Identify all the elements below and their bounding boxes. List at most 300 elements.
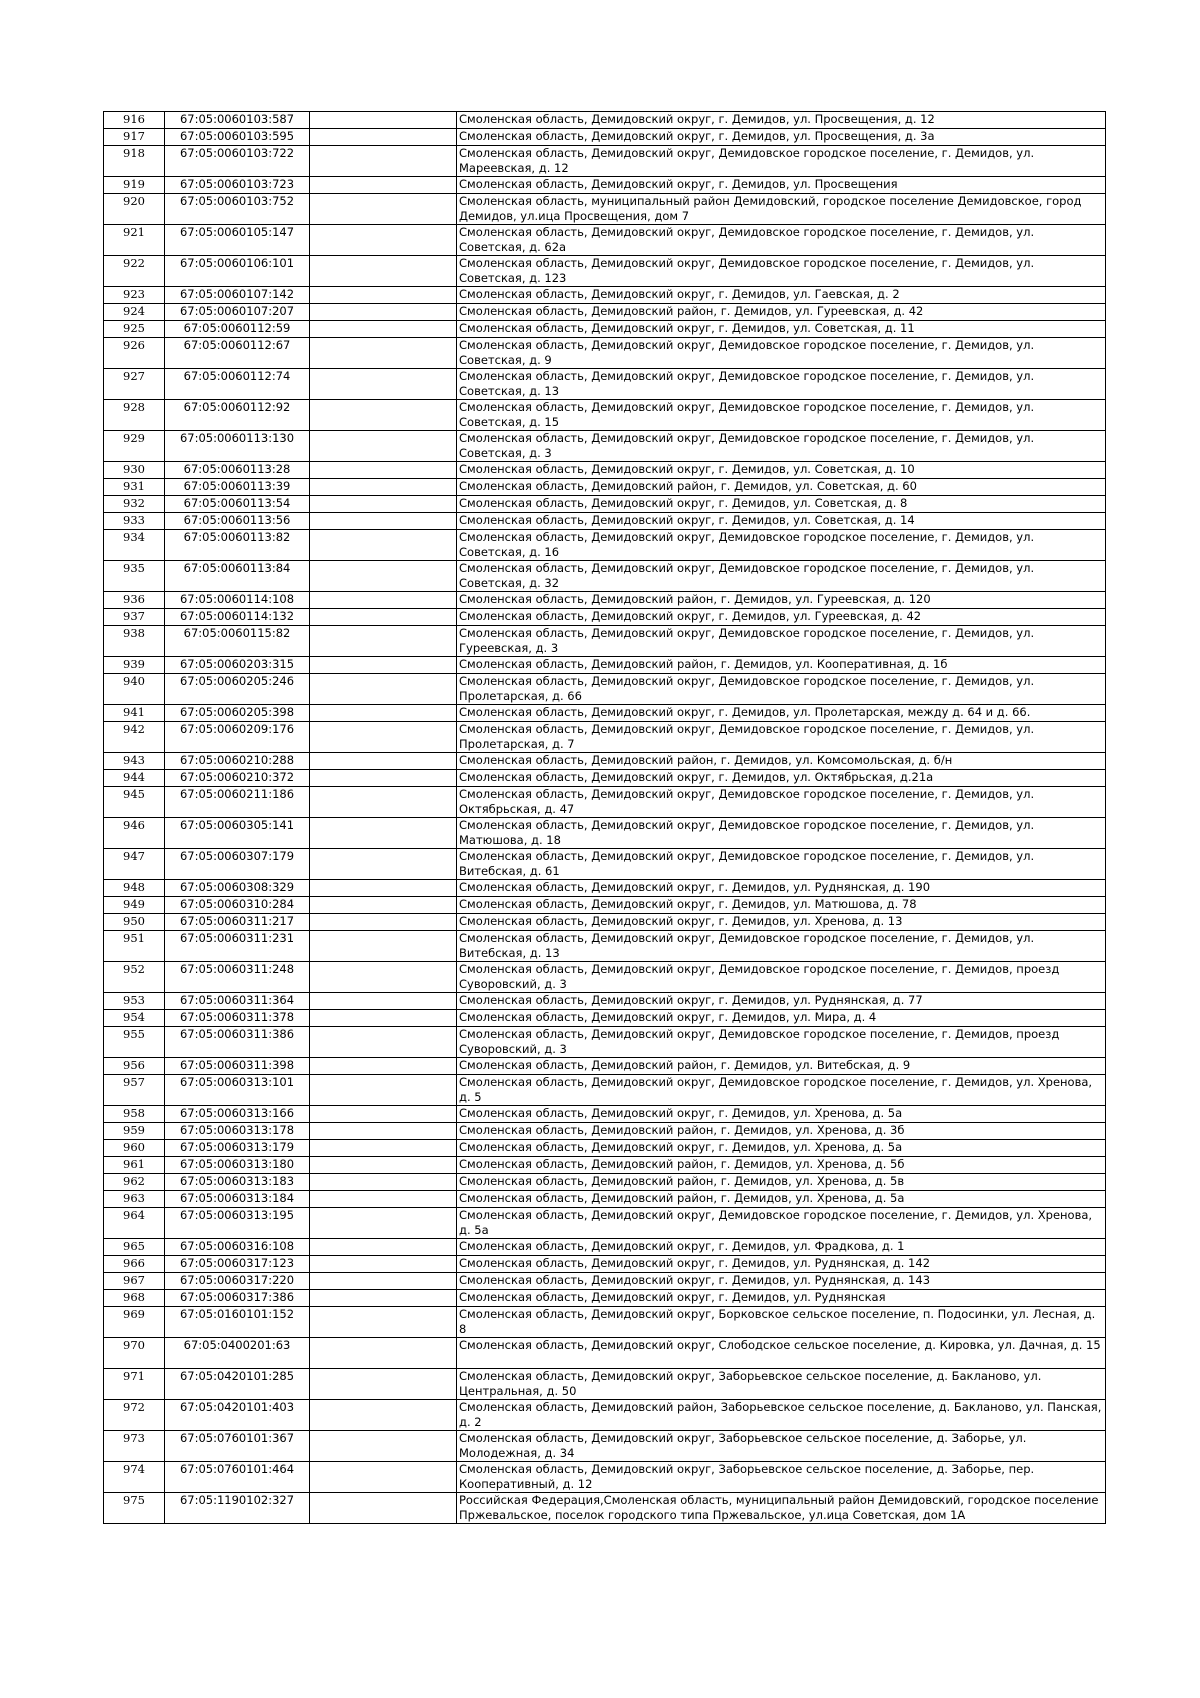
address: Смоленская область, Демидовский округ, Демидовское городское поселение, г. Демидов, ул. Мареевская, д. 12 bbox=[457, 146, 1106, 177]
address: Смоленская область, Демидовский округ, Заборьевское сельское поселение, д. Заборье, ул. Молодежная, д. 34 bbox=[457, 1431, 1106, 1462]
address: Смоленская область, Демидовский округ, г. Демидов, ул. Пролетарская, между д. 64 и д. 66. bbox=[457, 705, 1106, 722]
address: Российская Федерация,Смоленская область, муниципальный район Демидовский, городское поселение Пржевальское, поселок городского типа Пржевальское, ул.ица Советская, дом 1А bbox=[457, 1493, 1106, 1524]
row-number: 967 bbox=[104, 1273, 165, 1290]
address: Смоленская область, Демидовский округ, г. Демидов, ул. Хренова, д. 5а bbox=[457, 1140, 1106, 1157]
empty-cell bbox=[310, 129, 457, 146]
address: Смоленская область, Демидовский округ, Демидовское городское поселение, г. Демидов, проезд Суворовский, д. 3 bbox=[457, 962, 1106, 993]
cadastral-number: 67:05:0060308:329 bbox=[165, 880, 310, 897]
cadastral-number: 67:05:0060310:284 bbox=[165, 897, 310, 914]
address: Смоленская область, Демидовский округ, Демидовское городское поселение, г. Демидов, ул. Советская, д. 3 bbox=[457, 431, 1106, 462]
cadastral-number: 67:05:0060112:67 bbox=[165, 338, 310, 369]
empty-cell bbox=[310, 1058, 457, 1075]
cadastral-number: 67:05:0060316:108 bbox=[165, 1239, 310, 1256]
empty-cell bbox=[310, 993, 457, 1010]
address: Смоленская область, Демидовский округ, г. Демидов, ул. Руднянская bbox=[457, 1290, 1106, 1307]
row-number: 949 bbox=[104, 897, 165, 914]
empty-cell bbox=[310, 705, 457, 722]
cadastral-number: 67:05:0760101:464 bbox=[165, 1462, 310, 1493]
address: Смоленская область, Демидовский округ, г. Демидов, ул. Просвещения, д. 3а bbox=[457, 129, 1106, 146]
row-number: 919 bbox=[104, 177, 165, 194]
cadastral-number: 67:05:0060113:39 bbox=[165, 479, 310, 496]
row-number: 943 bbox=[104, 753, 165, 770]
table-row bbox=[104, 880, 1106, 897]
address: Смоленская область, Демидовский округ, Слободское сельское поселение, д. Кировка, ул. Дачная, д. 15 bbox=[457, 1338, 1106, 1369]
row-number: 924 bbox=[104, 304, 165, 321]
cadastral-number: 67:05:0420101:403 bbox=[165, 1400, 310, 1431]
address: Смоленская область, Демидовский округ, Заборьевское сельское поселение, д. Заборье, пер. Кооперативный, д. 12 bbox=[457, 1462, 1106, 1493]
row-number: 916 bbox=[104, 112, 165, 129]
row-number: 938 bbox=[104, 626, 165, 657]
address: Смоленская область, Демидовский округ, г. Демидов, ул. Советская, д. 14 bbox=[457, 513, 1106, 530]
cadastral-number: 67:05:0060313:178 bbox=[165, 1123, 310, 1140]
table-row bbox=[104, 1307, 1106, 1338]
table-row bbox=[104, 770, 1106, 787]
row-number: 941 bbox=[104, 705, 165, 722]
address: Смоленская область, Демидовский округ, г. Демидов, ул. Руднянская, д. 142 bbox=[457, 1256, 1106, 1273]
table-row bbox=[104, 431, 1106, 462]
row-number: 939 bbox=[104, 657, 165, 674]
address: Смоленская область, Демидовский округ, г. Демидов, ул. Руднянская, д. 143 bbox=[457, 1273, 1106, 1290]
cadastral-number: 67:05:0160101:152 bbox=[165, 1307, 310, 1338]
address: Смоленская область, Демидовский округ, Демидовское городское поселение, г. Демидов, ул. Матюшова, д. 18 bbox=[457, 818, 1106, 849]
cadastral-number: 67:05:0060317:386 bbox=[165, 1290, 310, 1307]
row-number: 931 bbox=[104, 479, 165, 496]
cadastral-number: 67:05:0060210:372 bbox=[165, 770, 310, 787]
cadastral-number: 67:05:0060112:59 bbox=[165, 321, 310, 338]
row-number: 917 bbox=[104, 129, 165, 146]
row-number: 947 bbox=[104, 849, 165, 880]
cadastral-number: 67:05:0060114:108 bbox=[165, 592, 310, 609]
table-row bbox=[104, 194, 1106, 225]
empty-cell bbox=[310, 626, 457, 657]
cadastral-number: 67:05:0060103:722 bbox=[165, 146, 310, 177]
table-row bbox=[104, 1290, 1106, 1307]
table-row bbox=[104, 674, 1106, 705]
empty-cell bbox=[310, 513, 457, 530]
empty-cell bbox=[310, 1208, 457, 1239]
table-row bbox=[104, 1010, 1106, 1027]
table-row bbox=[104, 753, 1106, 770]
address: Смоленская область, Демидовский округ, Демидовское городское поселение, г. Демидов, ул. Советская, д. 32 bbox=[457, 561, 1106, 592]
empty-cell bbox=[310, 561, 457, 592]
row-number: 974 bbox=[104, 1462, 165, 1493]
empty-cell bbox=[310, 177, 457, 194]
address: Смоленская область, Демидовский район, г. Демидов, ул. Хренова, д. 3б bbox=[457, 1123, 1106, 1140]
row-number: 958 bbox=[104, 1106, 165, 1123]
cadastral-number: 67:05:0060106:101 bbox=[165, 256, 310, 287]
row-number: 965 bbox=[104, 1239, 165, 1256]
table-row bbox=[104, 787, 1106, 818]
row-number: 960 bbox=[104, 1140, 165, 1157]
empty-cell bbox=[310, 1157, 457, 1174]
empty-cell bbox=[310, 1191, 457, 1208]
address: Смоленская область, Демидовский округ, г. Демидов, ул. Октябрьская, д.21а bbox=[457, 770, 1106, 787]
cadastral-number: 67:05:0060203:315 bbox=[165, 657, 310, 674]
address: Смоленская область, Демидовский округ, Демидовское городское поселение, г. Демидов, проезд Суворовский, д. 3 bbox=[457, 1027, 1106, 1058]
address: Смоленская область, Демидовский округ, Демидовское городское поселение, г. Демидов, ул. Советская, д. 123 bbox=[457, 256, 1106, 287]
cadastral-number: 67:05:0400201:63 bbox=[165, 1338, 310, 1369]
table-row bbox=[104, 146, 1106, 177]
empty-cell bbox=[310, 1106, 457, 1123]
row-number: 952 bbox=[104, 962, 165, 993]
cadastral-number: 67:05:0060103:595 bbox=[165, 129, 310, 146]
table-row bbox=[104, 1239, 1106, 1256]
address: Смоленская область, Демидовский район, г. Демидов, ул. Комсомольская, д. б/н bbox=[457, 753, 1106, 770]
row-number: 918 bbox=[104, 146, 165, 177]
empty-cell bbox=[310, 1290, 457, 1307]
row-number: 946 bbox=[104, 818, 165, 849]
empty-cell bbox=[310, 931, 457, 962]
table-row bbox=[104, 1191, 1106, 1208]
empty-cell bbox=[310, 592, 457, 609]
empty-cell bbox=[310, 321, 457, 338]
table-row bbox=[104, 1493, 1106, 1524]
row-number: 964 bbox=[104, 1208, 165, 1239]
empty-cell bbox=[310, 1431, 457, 1462]
cadastral-number: 67:05:0060211:186 bbox=[165, 787, 310, 818]
cadastral-number: 67:05:0060112:74 bbox=[165, 369, 310, 400]
row-number: 954 bbox=[104, 1010, 165, 1027]
address: Смоленская область, Демидовский округ, Заборьевское сельское поселение, д. Бакланово, ул. Центральная, д. 50 bbox=[457, 1369, 1106, 1400]
address: Смоленская область, Демидовский округ, г. Демидов, ул. Советская, д. 10 bbox=[457, 462, 1106, 479]
row-number: 930 bbox=[104, 462, 165, 479]
row-number: 940 bbox=[104, 674, 165, 705]
row-number: 925 bbox=[104, 321, 165, 338]
cadastral-number: 67:05:0060113:56 bbox=[165, 513, 310, 530]
address: Смоленская область, Демидовский округ, Демидовское городское поселение, г. Демидов, ул. Советская, д. 16 bbox=[457, 530, 1106, 561]
table-row bbox=[104, 1338, 1106, 1369]
table-row bbox=[104, 1106, 1106, 1123]
row-number: 920 bbox=[104, 194, 165, 225]
address: Смоленская область, Демидовский район, г. Демидов, ул. Хренова, д. 5в bbox=[457, 1174, 1106, 1191]
cadastral-number: 67:05:0060103:587 bbox=[165, 112, 310, 129]
cadastral-number: 67:05:0060317:123 bbox=[165, 1256, 310, 1273]
records-table bbox=[103, 111, 1106, 1524]
empty-cell bbox=[310, 880, 457, 897]
empty-cell bbox=[310, 657, 457, 674]
row-number: 934 bbox=[104, 530, 165, 561]
address: Смоленская область, Демидовский район, г. Демидов, ул. Витебская, д. 9 bbox=[457, 1058, 1106, 1075]
cadastral-number: 67:05:0060113:28 bbox=[165, 462, 310, 479]
empty-cell bbox=[310, 146, 457, 177]
empty-cell bbox=[310, 674, 457, 705]
cadastral-number: 67:05:0060311:231 bbox=[165, 931, 310, 962]
address: Смоленская область, Демидовский округ, г. Демидов, ул. Руднянская, д. 77 bbox=[457, 993, 1106, 1010]
address: Смоленская область, Демидовский округ, г. Демидов, ул. Хренова, д. 13 bbox=[457, 914, 1106, 931]
empty-cell bbox=[310, 849, 457, 880]
row-number: 937 bbox=[104, 609, 165, 626]
table-row bbox=[104, 112, 1106, 129]
table-row bbox=[104, 256, 1106, 287]
empty-cell bbox=[310, 256, 457, 287]
table-row bbox=[104, 849, 1106, 880]
cadastral-number: 67:05:0060305:141 bbox=[165, 818, 310, 849]
row-number: 933 bbox=[104, 513, 165, 530]
table-row bbox=[104, 177, 1106, 194]
cadastral-number: 67:05:0060313:180 bbox=[165, 1157, 310, 1174]
row-number: 975 bbox=[104, 1493, 165, 1524]
address: Смоленская область, Демидовский округ, г. Демидов, ул. Просвещения bbox=[457, 177, 1106, 194]
address: Смоленская область, Демидовский район, г. Демидов, ул. Гуреевская, д. 42 bbox=[457, 304, 1106, 321]
address: Смоленская область, Демидовский округ, Борковское сельское поселение, п. Подосинки, ул. Лесная, д. 8 bbox=[457, 1307, 1106, 1338]
row-number: 968 bbox=[104, 1290, 165, 1307]
table-row bbox=[104, 225, 1106, 256]
address: Смоленская область, Демидовский округ, г. Демидов, ул. Гаевская, д. 2 bbox=[457, 287, 1106, 304]
table-row bbox=[104, 962, 1106, 993]
table-row bbox=[104, 993, 1106, 1010]
row-number: 942 bbox=[104, 722, 165, 753]
table-row bbox=[104, 1123, 1106, 1140]
row-number: 927 bbox=[104, 369, 165, 400]
row-number: 944 bbox=[104, 770, 165, 787]
empty-cell bbox=[310, 462, 457, 479]
address: Смоленская область, Демидовский округ, г. Демидов, ул. Фрадкова, д. 1 bbox=[457, 1239, 1106, 1256]
table-row bbox=[104, 400, 1106, 431]
empty-cell bbox=[310, 479, 457, 496]
address: Смоленская область, Демидовский округ, г. Демидов, ул. Просвещения, д. 12 bbox=[457, 112, 1106, 129]
table-row bbox=[104, 496, 1106, 513]
address: Смоленская область, Демидовский округ, Демидовское городское поселение, г. Демидов, ул. Советская, д. 9 bbox=[457, 338, 1106, 369]
table-row bbox=[104, 129, 1106, 146]
table-row bbox=[104, 338, 1106, 369]
table-row bbox=[104, 657, 1106, 674]
row-number: 972 bbox=[104, 1400, 165, 1431]
address: Смоленская область, Демидовский округ, Демидовское городское поселение, г. Демидов, ул. Хренова, д. 5 bbox=[457, 1075, 1106, 1106]
address: Смоленская область, Демидовский округ, г. Демидов, ул. Советская, д. 8 bbox=[457, 496, 1106, 513]
row-number: 957 bbox=[104, 1075, 165, 1106]
table-row bbox=[104, 561, 1106, 592]
cadastral-number: 67:05:0060313:166 bbox=[165, 1106, 310, 1123]
empty-cell bbox=[310, 1174, 457, 1191]
cadastral-number: 67:05:0060311:378 bbox=[165, 1010, 310, 1027]
row-number: 973 bbox=[104, 1431, 165, 1462]
empty-cell bbox=[310, 194, 457, 225]
address: Смоленская область, Демидовский округ, Демидовское городское поселение, г. Демидов, ул. Советская, д. 62а bbox=[457, 225, 1106, 256]
empty-cell bbox=[310, 369, 457, 400]
table-row bbox=[104, 1256, 1106, 1273]
cadastral-number: 67:05:0060307:179 bbox=[165, 849, 310, 880]
row-number: 929 bbox=[104, 431, 165, 462]
address: Смоленская область, Демидовский округ, Демидовское городское поселение, г. Демидов, ул. Витебская, д. 13 bbox=[457, 931, 1106, 962]
cadastral-number: 67:05:0060113:130 bbox=[165, 431, 310, 462]
cadastral-number: 67:05:0060113:54 bbox=[165, 496, 310, 513]
empty-cell bbox=[310, 112, 457, 129]
cadastral-number: 67:05:0060105:147 bbox=[165, 225, 310, 256]
cadastral-number: 67:05:0060113:84 bbox=[165, 561, 310, 592]
cadastral-number: 67:05:0760101:367 bbox=[165, 1431, 310, 1462]
table-row bbox=[104, 369, 1106, 400]
address: Смоленская область, Демидовский округ, г. Демидов, ул. Хренова, д. 5а bbox=[457, 1106, 1106, 1123]
cadastral-number: 67:05:0060210:288 bbox=[165, 753, 310, 770]
table-row bbox=[104, 1174, 1106, 1191]
empty-cell bbox=[310, 787, 457, 818]
table-row bbox=[104, 1273, 1106, 1290]
table-row bbox=[104, 1208, 1106, 1239]
row-number: 928 bbox=[104, 400, 165, 431]
row-number: 955 bbox=[104, 1027, 165, 1058]
table-row bbox=[104, 914, 1106, 931]
cadastral-number: 67:05:0060311:217 bbox=[165, 914, 310, 931]
empty-cell bbox=[310, 225, 457, 256]
table-row bbox=[104, 287, 1106, 304]
empty-cell bbox=[310, 1239, 457, 1256]
empty-cell bbox=[310, 1369, 457, 1400]
empty-cell bbox=[310, 287, 457, 304]
records-table-body bbox=[104, 112, 1106, 1524]
empty-cell bbox=[310, 530, 457, 561]
cadastral-number: 67:05:0060103:752 bbox=[165, 194, 310, 225]
cadastral-number: 67:05:0060313:183 bbox=[165, 1174, 310, 1191]
table-row bbox=[104, 1075, 1106, 1106]
table-row bbox=[104, 513, 1106, 530]
row-number: 966 bbox=[104, 1256, 165, 1273]
table-row bbox=[104, 897, 1106, 914]
cadastral-number: 67:05:0060115:82 bbox=[165, 626, 310, 657]
empty-cell bbox=[310, 1140, 457, 1157]
row-number: 962 bbox=[104, 1174, 165, 1191]
cadastral-number: 67:05:0060112:92 bbox=[165, 400, 310, 431]
empty-cell bbox=[310, 1010, 457, 1027]
address: Смоленская область, Демидовский округ, Демидовское городское поселение, г. Демидов, ул. Октябрьская, д. 47 bbox=[457, 787, 1106, 818]
address: Смоленская область, Демидовский район, г. Демидов, ул. Хренова, д. 5б bbox=[457, 1157, 1106, 1174]
row-number: 935 bbox=[104, 561, 165, 592]
row-number: 936 bbox=[104, 592, 165, 609]
empty-cell bbox=[310, 1400, 457, 1431]
table-row bbox=[104, 818, 1106, 849]
empty-cell bbox=[310, 1338, 457, 1369]
empty-cell bbox=[310, 1027, 457, 1058]
table-row bbox=[104, 1058, 1106, 1075]
table-row bbox=[104, 1027, 1106, 1058]
cadastral-number: 67:05:0060313:101 bbox=[165, 1075, 310, 1106]
address: Смоленская область, Демидовский округ, Демидовское городское поселение, г. Демидов, ул. Пролетарская, д. 66 bbox=[457, 674, 1106, 705]
table-row bbox=[104, 609, 1106, 626]
address: Смоленская область, Демидовский округ, г. Демидов, ул. Мира, д. 4 bbox=[457, 1010, 1106, 1027]
cadastral-number: 67:05:0060103:723 bbox=[165, 177, 310, 194]
empty-cell bbox=[310, 1256, 457, 1273]
cadastral-number: 67:05:0060311:248 bbox=[165, 962, 310, 993]
table-row bbox=[104, 1140, 1106, 1157]
cadastral-number: 67:05:0060205:398 bbox=[165, 705, 310, 722]
cadastral-number: 67:05:0060317:220 bbox=[165, 1273, 310, 1290]
address: Смоленская область, Демидовский округ, Демидовское городское поселение, г. Демидов, ул. Советская, д. 15 bbox=[457, 400, 1106, 431]
table-row bbox=[104, 931, 1106, 962]
cadastral-number: 67:05:0420101:285 bbox=[165, 1369, 310, 1400]
row-number: 959 bbox=[104, 1123, 165, 1140]
row-number: 948 bbox=[104, 880, 165, 897]
row-number: 922 bbox=[104, 256, 165, 287]
row-number: 945 bbox=[104, 787, 165, 818]
address: Смоленская область, Демидовский округ, г. Демидов, ул. Гуреевская, д. 42 bbox=[457, 609, 1106, 626]
address: Смоленская область, Демидовский округ, Демидовское городское поселение, г. Демидов, ул. Хренова, д. 5а bbox=[457, 1208, 1106, 1239]
table-row bbox=[104, 1369, 1106, 1400]
empty-cell bbox=[310, 722, 457, 753]
empty-cell bbox=[310, 1462, 457, 1493]
empty-cell bbox=[310, 1273, 457, 1290]
address: Смоленская область, Демидовский округ, Демидовское городское поселение, г. Демидов, ул. Гуреевская, д. 3 bbox=[457, 626, 1106, 657]
row-number: 921 bbox=[104, 225, 165, 256]
address: Смоленская область, Демидовский округ, г. Демидов, ул. Советская, д. 11 bbox=[457, 321, 1106, 338]
empty-cell bbox=[310, 818, 457, 849]
row-number: 953 bbox=[104, 993, 165, 1010]
table-row bbox=[104, 1462, 1106, 1493]
empty-cell bbox=[310, 1075, 457, 1106]
empty-cell bbox=[310, 753, 457, 770]
address: Смоленская область, Демидовский район, г. Демидов, ул. Гуреевская, д. 120 bbox=[457, 592, 1106, 609]
cadastral-number: 67:05:0060313:184 bbox=[165, 1191, 310, 1208]
address: Смоленская область, Демидовский округ, Демидовское городское поселение, г. Демидов, ул. Советская, д. 13 bbox=[457, 369, 1106, 400]
table-row bbox=[104, 321, 1106, 338]
empty-cell bbox=[310, 1123, 457, 1140]
cadastral-number: 67:05:1190102:327 bbox=[165, 1493, 310, 1524]
table-row bbox=[104, 530, 1106, 561]
address: Смоленская область, Демидовский округ, Демидовское городское поселение, г. Демидов, ул. Витебская, д. 61 bbox=[457, 849, 1106, 880]
empty-cell bbox=[310, 400, 457, 431]
address: Смоленская область, Демидовский район, г. Демидов, ул. Советская, д. 60 bbox=[457, 479, 1106, 496]
empty-cell bbox=[310, 897, 457, 914]
cadastral-number: 67:05:0060311:386 bbox=[165, 1027, 310, 1058]
cadastral-number: 67:05:0060114:132 bbox=[165, 609, 310, 626]
table-row bbox=[104, 1431, 1106, 1462]
cadastral-number: 67:05:0060205:246 bbox=[165, 674, 310, 705]
cadastral-number: 67:05:0060107:207 bbox=[165, 304, 310, 321]
cadastral-number: 67:05:0060311:364 bbox=[165, 993, 310, 1010]
address: Смоленская область, Демидовский округ, г. Демидов, ул. Руднянская, д. 190 bbox=[457, 880, 1106, 897]
table-row bbox=[104, 626, 1106, 657]
cadastral-number: 67:05:0060313:195 bbox=[165, 1208, 310, 1239]
empty-cell bbox=[310, 1307, 457, 1338]
cadastral-number: 67:05:0060311:398 bbox=[165, 1058, 310, 1075]
table-row bbox=[104, 479, 1106, 496]
table-row bbox=[104, 1400, 1106, 1431]
empty-cell bbox=[310, 338, 457, 369]
empty-cell bbox=[310, 609, 457, 626]
table-row bbox=[104, 462, 1106, 479]
empty-cell bbox=[310, 304, 457, 321]
address: Смоленская область, Демидовский район, г. Демидов, ул. Кооперативная, д. 1б bbox=[457, 657, 1106, 674]
empty-cell bbox=[310, 431, 457, 462]
address: Смоленская область, муниципальный район Демидовский, городское поселение Демидовское, город Демидов, ул.ица Просвещения, дом 7 bbox=[457, 194, 1106, 225]
table-row bbox=[104, 1157, 1106, 1174]
row-number: 926 bbox=[104, 338, 165, 369]
row-number: 956 bbox=[104, 1058, 165, 1075]
row-number: 961 bbox=[104, 1157, 165, 1174]
cadastral-number: 67:05:0060107:142 bbox=[165, 287, 310, 304]
row-number: 923 bbox=[104, 287, 165, 304]
empty-cell bbox=[310, 1493, 457, 1524]
row-number: 971 bbox=[104, 1369, 165, 1400]
row-number: 932 bbox=[104, 496, 165, 513]
empty-cell bbox=[310, 770, 457, 787]
row-number: 963 bbox=[104, 1191, 165, 1208]
address: Смоленская область, Демидовский район, г. Демидов, ул. Хренова, д. 5а bbox=[457, 1191, 1106, 1208]
address: Смоленская область, Демидовский район, Заборьевское сельское поселение, д. Бакланово, ул. Панская, д. 2 bbox=[457, 1400, 1106, 1431]
cadastral-number: 67:05:0060209:176 bbox=[165, 722, 310, 753]
address: Смоленская область, Демидовский округ, Демидовское городское поселение, г. Демидов, ул. Пролетарская, д. 7 bbox=[457, 722, 1106, 753]
empty-cell bbox=[310, 496, 457, 513]
empty-cell bbox=[310, 914, 457, 931]
row-number: 950 bbox=[104, 914, 165, 931]
row-number: 969 bbox=[104, 1307, 165, 1338]
table-row bbox=[104, 705, 1106, 722]
table-row bbox=[104, 304, 1106, 321]
cadastral-number: 67:05:0060313:179 bbox=[165, 1140, 310, 1157]
table-row bbox=[104, 592, 1106, 609]
empty-cell bbox=[310, 962, 457, 993]
row-number: 970 bbox=[104, 1338, 165, 1369]
address: Смоленская область, Демидовский округ, г. Демидов, ул. Матюшова, д. 78 bbox=[457, 897, 1106, 914]
table-row bbox=[104, 722, 1106, 753]
